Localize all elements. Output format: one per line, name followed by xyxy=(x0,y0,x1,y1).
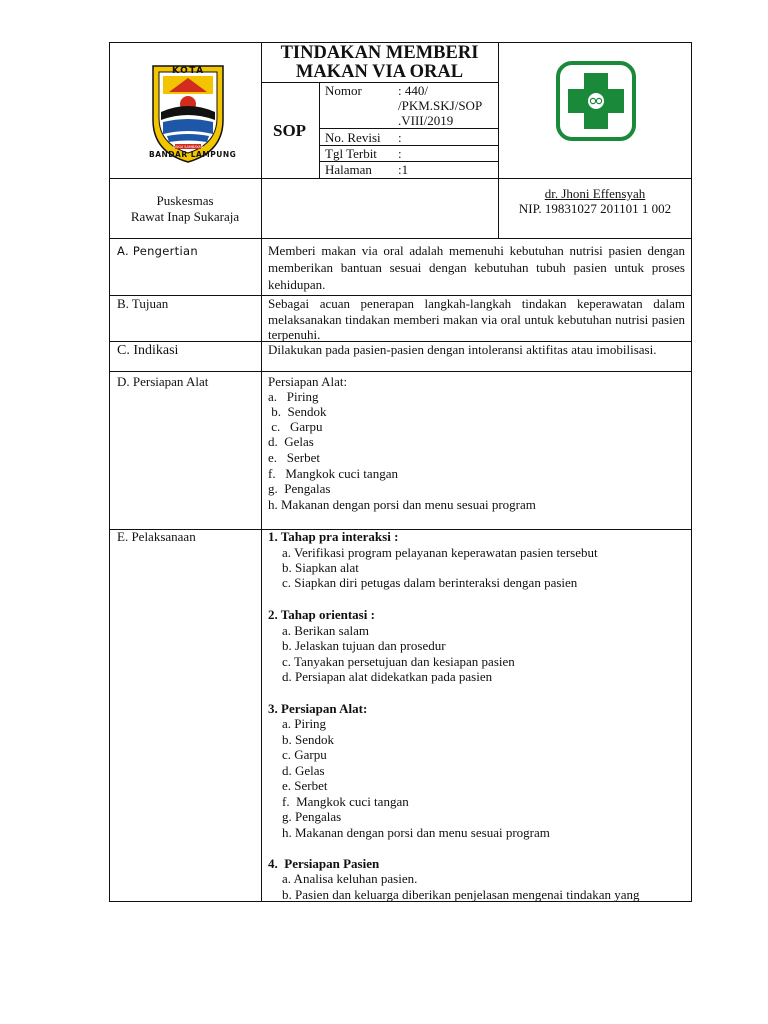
sop-label: SOP xyxy=(273,121,307,140)
section-label-pelaksanaan: E. Pelaksanaan xyxy=(117,529,196,544)
list-item: c. Garpu xyxy=(282,747,327,762)
divider xyxy=(319,82,320,178)
list-item: c. Garpu xyxy=(268,419,323,434)
title-line-1: TINDAKAN MEMBERI xyxy=(280,43,479,63)
list-item: d. Persiapan alat didekatkan pada pasien xyxy=(282,669,493,684)
page-title xyxy=(261,44,498,82)
list-item: b. Pasien dan keluarga diberikan penjelasan mengenai tindakan yang xyxy=(282,887,640,902)
list-item: e. Serbet xyxy=(268,450,320,465)
divider xyxy=(109,178,692,179)
step-heading-pra-interaksi: 1. Tahap pra interaksi : xyxy=(268,529,399,544)
list-item: a. Piring xyxy=(268,389,319,404)
meta-value-revisi: : xyxy=(398,130,402,145)
section-label-indikasi: C. Indikasi xyxy=(117,343,179,358)
svg-text:SAKAI SAMBAYAN: SAKAI SAMBAYAN xyxy=(172,145,204,149)
signer-nip: NIP. 19831027 201101 1 002 xyxy=(518,201,672,216)
list-item: e. Serbet xyxy=(282,778,328,793)
section-label-tujuan: B. Tujuan xyxy=(117,296,169,311)
meta-label-tgl-terbit: Tgl Terbit xyxy=(325,146,377,161)
step-heading-orientasi: 2. Tahap orientasi : xyxy=(268,607,375,622)
meta-value-tgl-terbit: : xyxy=(398,146,402,161)
section-label-persiapan-alat: D. Persiapan Alat xyxy=(117,374,209,389)
divider xyxy=(498,42,499,178)
list-item: d. Gelas xyxy=(282,763,325,778)
list-item: b. Sendok xyxy=(282,732,334,747)
list-item: b. Sendok xyxy=(268,404,327,419)
list-item: a. Verifikasi program pelayanan keperawatan pasien tersebut xyxy=(282,545,598,560)
meta-label-revisi: No. Revisi xyxy=(325,130,381,145)
puskesmas-cross-logo xyxy=(555,60,637,142)
divider xyxy=(109,238,692,239)
logo-ring-bottom-text: BANDAR LAMPUNG xyxy=(149,150,237,159)
meta-value-nomor-3: .VIII/2019 xyxy=(398,113,454,128)
section-label-pengertian: A. Pengertian xyxy=(117,244,198,258)
sop-document xyxy=(109,42,692,902)
list-item: a. Berikan salam xyxy=(282,623,369,638)
section-text-indikasi: Dilakukan pada pasien-pasien dengan intoleransi aktifitas atau imobilisasi. xyxy=(268,342,657,357)
meta-value-halaman: :1 xyxy=(398,162,409,177)
logo-ring-top-text: KOTA xyxy=(172,66,205,76)
list-item: h. Makanan dengan porsi dan menu sesuai program xyxy=(268,497,536,512)
title-line-2: MAKAN VIA ORAL xyxy=(295,62,464,82)
list-item: a. Analisa keluhan pasien. xyxy=(282,871,418,886)
persiapan-alat-heading: Persiapan Alat: xyxy=(268,374,348,389)
divider xyxy=(109,371,692,372)
divider xyxy=(261,238,262,902)
list-item: b. Siapkan alat xyxy=(282,560,359,575)
meta-label-nomor: Nomor xyxy=(325,83,362,98)
list-item: g. Pengalas xyxy=(282,809,342,824)
meta-label-halaman: Halaman xyxy=(325,162,372,177)
list-item: f. Mangkok cuci tangan xyxy=(268,466,398,481)
list-item: c. Tanyakan persetujuan dan kesiapan pasien xyxy=(282,654,515,669)
step-heading-persiapan-alat: 3. Persiapan Alat: xyxy=(268,701,368,716)
list-item: b. Jelaskan tujuan dan prosedur xyxy=(282,638,446,653)
section-text-pengertian: Memberi makan via oral adalah memenuhi kebutuhan nutrisi pasien dengan memberikan bantuan sesuai dengan kebutuhan tubuh pasien untuk proses kehidupan. xyxy=(268,243,685,292)
meta-value-nomor-2: /PKM.SKJ/SOP xyxy=(398,98,483,113)
list-item: a. Piring xyxy=(282,716,327,731)
divider xyxy=(261,178,262,238)
divider xyxy=(109,529,692,530)
org-name-line-1: Puskesmas xyxy=(156,193,214,208)
list-item: c. Siapkan diri petugas dalam berinteraksi dengan pasien xyxy=(282,575,578,590)
divider xyxy=(261,82,498,83)
list-item: h. Makanan dengan porsi dan menu sesuai program xyxy=(282,825,550,840)
section-text-tujuan: Sebagai acuan penerapan langkah-langkah tindakan keperawatan dalam melaksanakan tindakan memberi makan via oral untuk kebutuhan nutrisi pasien terpenuhi. xyxy=(268,296,685,342)
org-name-line-2: Rawat Inap Sukaraja xyxy=(130,209,240,224)
list-item: f. Mangkok cuci tangan xyxy=(282,794,409,809)
list-item: d. Gelas xyxy=(268,434,314,449)
signer-name: dr. Jhoni Effensyah xyxy=(544,186,646,201)
list-item: g. Pengalas xyxy=(268,481,331,496)
step-heading-persiapan-pasien: 4. Persiapan Pasien xyxy=(268,856,380,871)
divider xyxy=(319,128,498,129)
meta-value-nomor-1: : 440/ xyxy=(398,83,428,98)
